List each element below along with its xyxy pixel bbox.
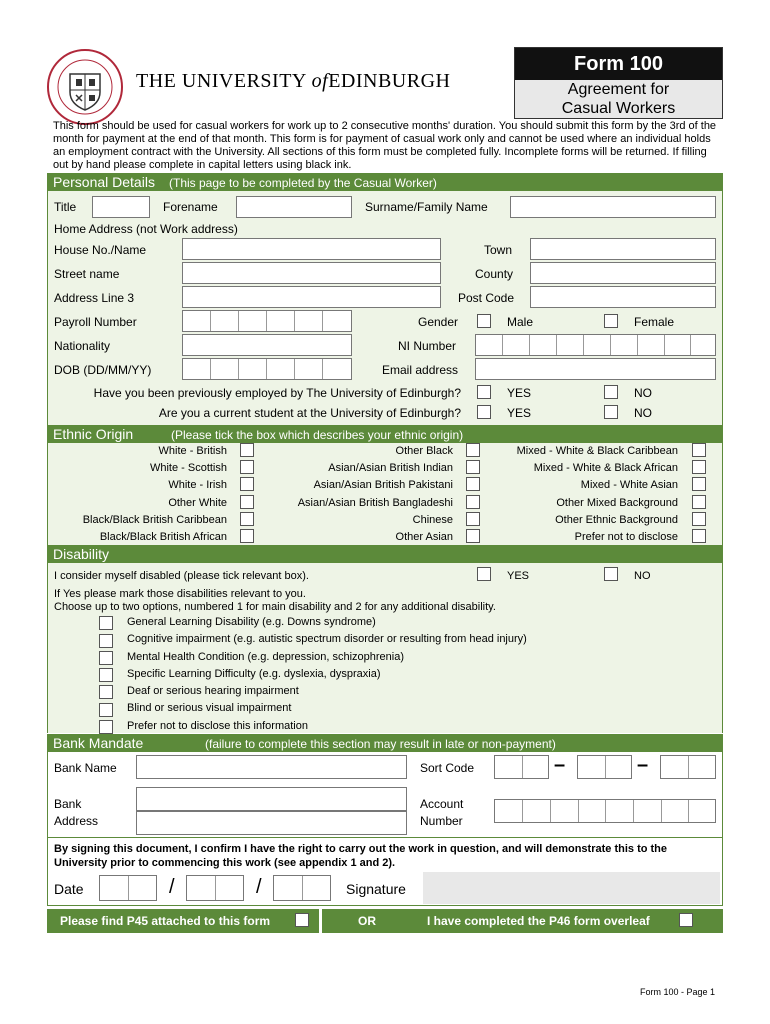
disability-option: Mental Health Condition (e.g. depression, schizophrenia) — [127, 651, 404, 663]
county-field[interactable] — [530, 262, 716, 284]
house-label: House No./Name — [54, 243, 147, 257]
payroll-label: Payroll Number — [54, 315, 137, 329]
disability-instruction-1: If Yes please mark those disabilities relevant to you. — [54, 588, 306, 600]
ethnic-option: White - Irish — [168, 479, 227, 491]
date-label: Date — [54, 881, 84, 897]
ethnic-option: Asian/Asian British Indian — [328, 462, 453, 474]
page-number: Form 100 - Page 1 — [640, 987, 716, 997]
dob-label: DOB (DD/MM/YY) — [54, 363, 152, 377]
ethnic-checkbox[interactable] — [692, 443, 706, 457]
bank-mandate-header: Bank Mandate (failure to complete this section may result in late or non-payment) — [47, 734, 723, 752]
ethnic-checkbox[interactable] — [466, 443, 480, 457]
ethnic-checkbox[interactable] — [692, 529, 706, 543]
ethnic-checkbox[interactable] — [240, 495, 254, 509]
university-name: THE UNIVERSITY ofEDINBURGH — [136, 70, 451, 92]
p46-checkbox[interactable] — [679, 913, 693, 927]
street-label: Street name — [54, 267, 120, 281]
disability-header: Disability — [47, 545, 723, 563]
bank-address-label-2: Address — [54, 814, 99, 828]
ethnic-checkbox[interactable] — [240, 512, 254, 526]
town-field[interactable] — [530, 238, 716, 260]
current-student-no-checkbox[interactable] — [604, 405, 618, 419]
current-student-no-label: NO — [634, 406, 652, 420]
p45-option[interactable] — [47, 909, 319, 933]
disability-consider-label: I consider myself disabled (please tick relevant box). — [54, 570, 309, 582]
disability-option-checkbox[interactable] — [99, 720, 113, 734]
ethnic-checkbox[interactable] — [466, 529, 480, 543]
female-label: Female — [634, 315, 675, 329]
disability-option-checkbox[interactable] — [99, 651, 113, 665]
disability-option: Blind or serious visual impairment — [127, 702, 292, 714]
prev-employed-yes-label: YES — [507, 386, 532, 400]
ethnic-checkbox[interactable] — [466, 512, 480, 526]
bank-address-field-2[interactable] — [136, 811, 407, 835]
disability-option-checkbox[interactable] — [99, 703, 113, 717]
current-student-question: Are you a current student at the University of Edinburgh? — [158, 406, 461, 420]
disability-option: General Learning Disability (e.g. Downs syndrome) — [127, 616, 376, 628]
p46-option[interactable] — [322, 909, 723, 933]
bank-name-field[interactable] — [136, 755, 407, 779]
ethnic-checkbox[interactable] — [240, 529, 254, 543]
address3-label: Address Line 3 — [54, 291, 135, 305]
disability-option: Specific Learning Difficulty (e.g. dyslexia, dyspraxia) — [127, 668, 381, 680]
sort-code-dash: – — [554, 754, 566, 776]
ethnic-option: Mixed - White Asian — [580, 479, 678, 491]
disability-instruction-2: Choose up to two options, numbered 1 for main disability and 2 for any additional disability. — [54, 601, 496, 613]
ni-label: NI Number — [398, 339, 457, 353]
ethnic-checkbox[interactable] — [692, 495, 706, 509]
street-field[interactable] — [182, 262, 441, 284]
ethnic-option: Asian/Asian British Bangladeshi — [297, 497, 453, 509]
surname-label: Surname/Family Name — [365, 200, 488, 214]
gender-female-checkbox[interactable] — [604, 314, 618, 328]
postcode-field[interactable] — [530, 286, 716, 308]
address3-field[interactable] — [182, 286, 441, 308]
form-title-line2: Casual Workers — [561, 100, 676, 117]
account-label-2: Number — [420, 814, 463, 828]
nationality-label: Nationality — [54, 339, 111, 353]
surname-field[interactable] — [510, 196, 716, 218]
disabled-no-checkbox[interactable] — [604, 567, 618, 581]
forename-label: Forename — [163, 200, 218, 214]
university-crest-icon — [46, 48, 124, 126]
ethnic-option: Mixed - White & Black African — [533, 462, 678, 474]
ethnic-option: Mixed - White & Black Caribbean — [516, 445, 678, 457]
ethnic-option: Other White — [168, 497, 227, 509]
sort-code-field-3[interactable] — [660, 755, 716, 779]
ethnic-option: Black/Black British Caribbean — [82, 514, 227, 526]
ni-number-field[interactable] — [475, 334, 716, 356]
email-label: Email address — [382, 363, 459, 377]
disability-option-checkbox[interactable] — [99, 668, 113, 682]
p46-label: I have completed the P46 form overleaf — [427, 914, 650, 928]
male-label: Male — [507, 315, 534, 329]
ethnic-option: Asian/Asian British Pakistani — [313, 479, 453, 491]
nationality-field[interactable] — [182, 334, 352, 356]
p45-label: Please find P45 attached to this form — [60, 914, 271, 928]
prev-employed-no-label: NO — [634, 386, 652, 400]
prev-employed-yes-checkbox[interactable] — [477, 385, 491, 399]
ethnic-checkbox[interactable] — [466, 460, 480, 474]
prev-employed-no-checkbox[interactable] — [604, 385, 618, 399]
account-number-field[interactable] — [494, 799, 716, 823]
right-to-work-statement: By signing this document, I confirm I have the right to carry out the work in question, and will demonstrate this to the University prior to commencing this work (see appendix 1 and 2). — [54, 843, 668, 869]
date-year-field[interactable] — [273, 875, 331, 901]
intro-text: This form should be used for casual workers for work up to 2 consecutive months' duration. You should submit this form by the 3rd of the month for payment at the end of that month. This form is for payment of casual work only and cannot be used where an individual holds an employment contract with the University. All sections of this form must be completed fully. Incomplete forms will be returned. If filling out by hand please complete in capital letters using black ink. — [53, 120, 717, 171]
form-number: Form 100 — [515, 48, 722, 80]
account-label-1: Account — [420, 797, 464, 811]
ethnic-option: White - Scottish — [149, 462, 227, 474]
ethnic-option: Other Ethnic Background — [555, 514, 678, 526]
ethnic-option: Black/Black British African — [99, 531, 227, 543]
prev-employed-question: Have you been previously employed by The University of Edinburgh? — [93, 386, 461, 400]
title-label: Title — [54, 200, 77, 214]
date-slash: / — [256, 876, 262, 898]
disability-option: Prefer not to disclose this information — [127, 720, 308, 732]
signature-label: Signature — [346, 881, 406, 897]
date-day-field[interactable] — [99, 875, 157, 901]
disability-option-checkbox[interactable] — [99, 685, 113, 699]
form-title-line1: Agreement for — [567, 81, 670, 98]
house-field[interactable] — [182, 238, 441, 260]
bank-address-field-1[interactable] — [136, 787, 407, 811]
signature-field[interactable] — [423, 872, 720, 904]
form-title-box — [514, 47, 723, 119]
gender-male-checkbox[interactable] — [477, 314, 491, 328]
ethnic-checkbox[interactable] — [240, 443, 254, 457]
personal-details-header: Personal Details (This page to be completed by the Casual Worker) — [47, 173, 723, 191]
sort-code-label: Sort Code — [420, 761, 475, 775]
ethnic-option: Other Asian — [395, 531, 453, 543]
ethnic-checkbox[interactable] — [240, 477, 254, 491]
bank-name-label: Bank Name — [54, 761, 117, 775]
gender-label: Gender — [418, 315, 459, 329]
disabled-no-label: NO — [634, 570, 651, 582]
email-field[interactable] — [475, 358, 716, 380]
postcode-label: Post Code — [458, 291, 515, 305]
title-field[interactable] — [92, 196, 150, 218]
ethnic-checkbox[interactable] — [692, 460, 706, 474]
current-student-yes-label: YES — [507, 406, 532, 420]
home-address-label: Home Address (not Work address) — [54, 222, 238, 236]
disability-option-checkbox[interactable] — [99, 616, 113, 630]
disability-option: Cognitive impairment (e.g. autistic spectrum disorder or resulting from head injury) — [127, 633, 527, 645]
current-student-yes-checkbox[interactable] — [477, 405, 491, 419]
sort-code-field-1[interactable] — [494, 755, 549, 779]
ethnic-option: White - British — [158, 445, 227, 457]
disabled-yes-checkbox[interactable] — [477, 567, 491, 581]
ethnic-checkbox[interactable] — [466, 477, 480, 491]
disability-option-checkbox[interactable] — [99, 634, 113, 648]
ethnic-checkbox[interactable] — [466, 495, 480, 509]
date-slash: / — [169, 876, 175, 898]
ethnic-origin-header: Ethnic Origin (Please tick the box which describes your ethnic origin) — [47, 425, 723, 443]
county-label: County — [475, 267, 514, 281]
ethnic-checkbox[interactable] — [692, 477, 706, 491]
ethnic-option: Other Mixed Background — [556, 497, 678, 509]
dob-field[interactable] — [182, 358, 352, 380]
sort-code-dash: – — [637, 754, 649, 776]
town-label: Town — [484, 243, 513, 257]
ethnic-option: Prefer not to disclose — [574, 531, 678, 543]
sort-code-field-2[interactable] — [577, 755, 632, 779]
disability-option: Deaf or serious hearing impairment — [127, 685, 299, 697]
or-label: OR — [358, 914, 376, 928]
bank-address-label-1: Bank — [54, 797, 82, 811]
ethnic-checkbox[interactable] — [692, 512, 706, 526]
ethnic-checkbox[interactable] — [240, 460, 254, 474]
ethnic-option: Other Black — [395, 445, 453, 457]
forename-field[interactable] — [236, 196, 352, 218]
disabled-yes-label: YES — [507, 570, 530, 582]
date-month-field[interactable] — [186, 875, 244, 901]
p45-checkbox[interactable] — [295, 913, 309, 927]
payroll-field[interactable] — [182, 310, 352, 332]
ethnic-option: Chinese — [412, 514, 453, 526]
